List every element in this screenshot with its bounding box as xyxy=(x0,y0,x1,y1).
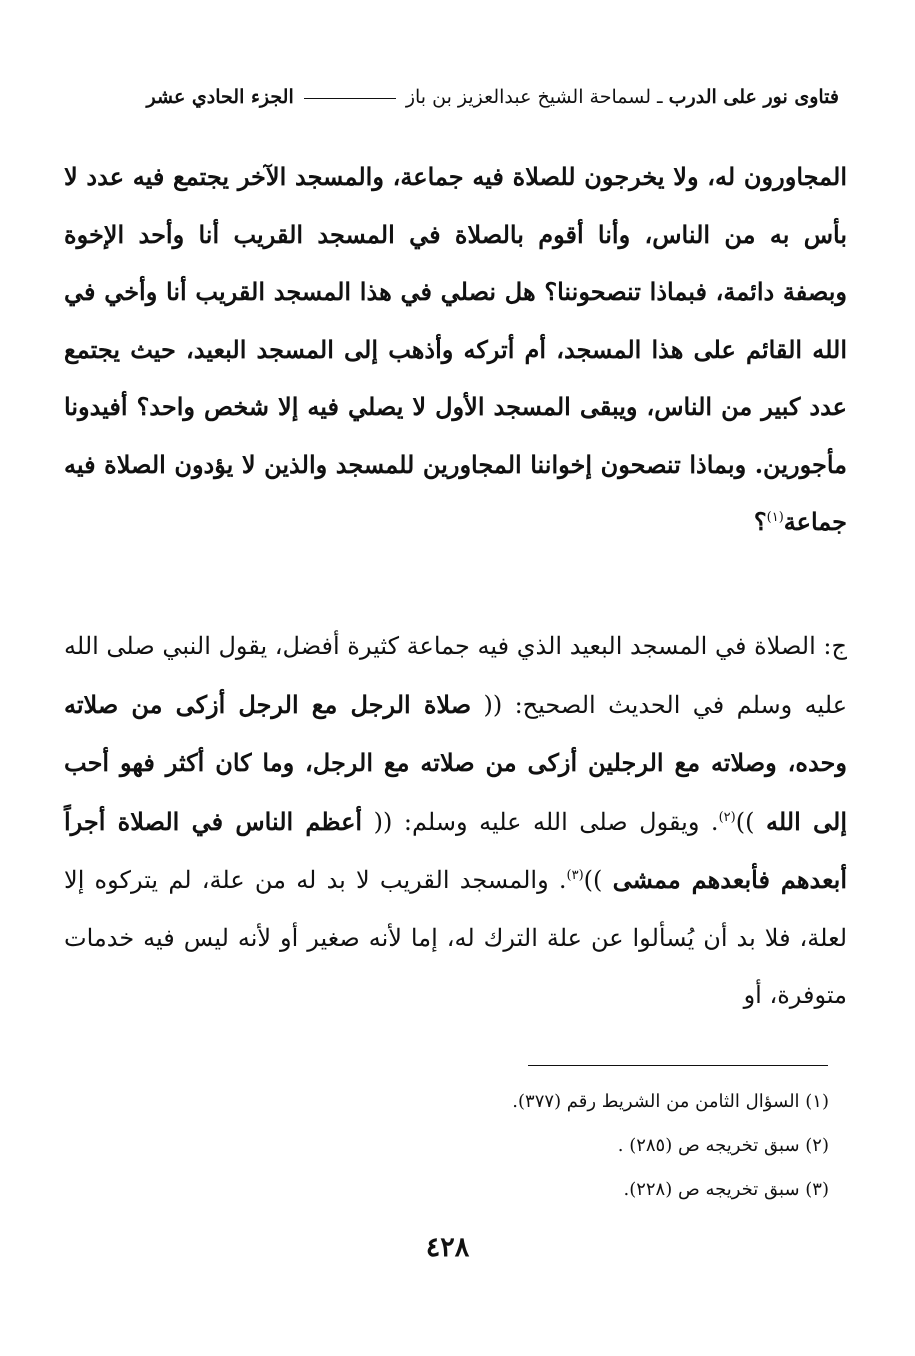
answer-part-3: . والمسجد القريب لا بد له من علة، لم يتركوه إلا لعلة، فلا بد أن يُسألوا عن علة الترك له، إما لأنه صغير أو لأنه ليس فيه خدمات متوفرة، أو xyxy=(64,866,847,1009)
answer-part-1: ج: الصلاة في المسجد البعيد الذي فيه جماعة كثيرة أفضل، يقول النبي صلى الله عليه وسلم في الحديث الصحيح: (( xyxy=(64,632,848,719)
header-separator: ـ xyxy=(657,86,663,108)
question-text: المجاورون له، ولا يخرجون للصلاة فيه جماعة، والمسجد الآخر يجتمع فيه عدد لا بأس به من الناس، وأنا أقوم بالصلاة في المسجد القريب أنا وأحد الإخوة وبصفة دائمة، فبماذا تنصحوننا؟ هل نصلي في هذا المسجد القريب أنا وأخي في الله القائم على هذا المسجد، أم أتركه وأذهب إلى المسجد البعيد، حيث يجتمع عدد كبير من الناس، ويبقى المسجد الأول لا يصلي فيه إلا شخص واحد؟ أفيدونا مأجورين. وبماذا تنصحون إخواننا المجاورين للمسجد والذين لا يؤدون الصلاة فيه جماعة xyxy=(64,162,847,536)
question-end-mark: ؟ xyxy=(753,507,767,536)
question-paragraph xyxy=(64,148,847,551)
answer-paragraph xyxy=(64,618,847,1025)
hadith-close-2: )) xyxy=(583,866,613,894)
hadith-quote-1: صلاة الرجل مع الرجل أزكى من صلاته وحده، وصلاته مع الرجلين أزكى من صلاته مع الرجل، وما كان أكثر فهو أحب إلى الله xyxy=(64,689,848,836)
footnotes xyxy=(69,1080,829,1212)
footnote-1: (١) السؤال الثامن من الشريط رقم (٣٧٧). xyxy=(512,1091,829,1112)
header-rule xyxy=(304,98,396,99)
footnote-ref-1[interactable]: (١) xyxy=(766,510,784,525)
book-title: فتاوى نور على الدرب xyxy=(668,86,839,108)
answer-part-2: . ويقول صلى الله عليه وسلم: (( xyxy=(362,807,719,836)
footnote-ref-2[interactable]: (٢) xyxy=(718,809,736,825)
footnote-2: (٢) سبق تخريجه ص (٢٨٥) . xyxy=(617,1135,829,1156)
running-header xyxy=(66,82,839,112)
hadith-quote-2: أعظم الناس في الصلاة أجراً أبعدهم فأبعدهم ممشى xyxy=(64,806,848,894)
part-title: الجزء الحادي عشر xyxy=(146,86,294,108)
hadith-close-1: )) xyxy=(735,807,766,836)
footnote-3: (٣) سبق تخريجه ص (٢٢٨). xyxy=(623,1179,829,1200)
footnote-divider xyxy=(528,1065,828,1066)
footnote-ref-3[interactable]: (٣) xyxy=(566,868,584,883)
page-number: ٤٢٨ xyxy=(425,1232,470,1263)
header-author: لسماحة الشيخ عبدالعزيز بن باز xyxy=(405,86,651,108)
